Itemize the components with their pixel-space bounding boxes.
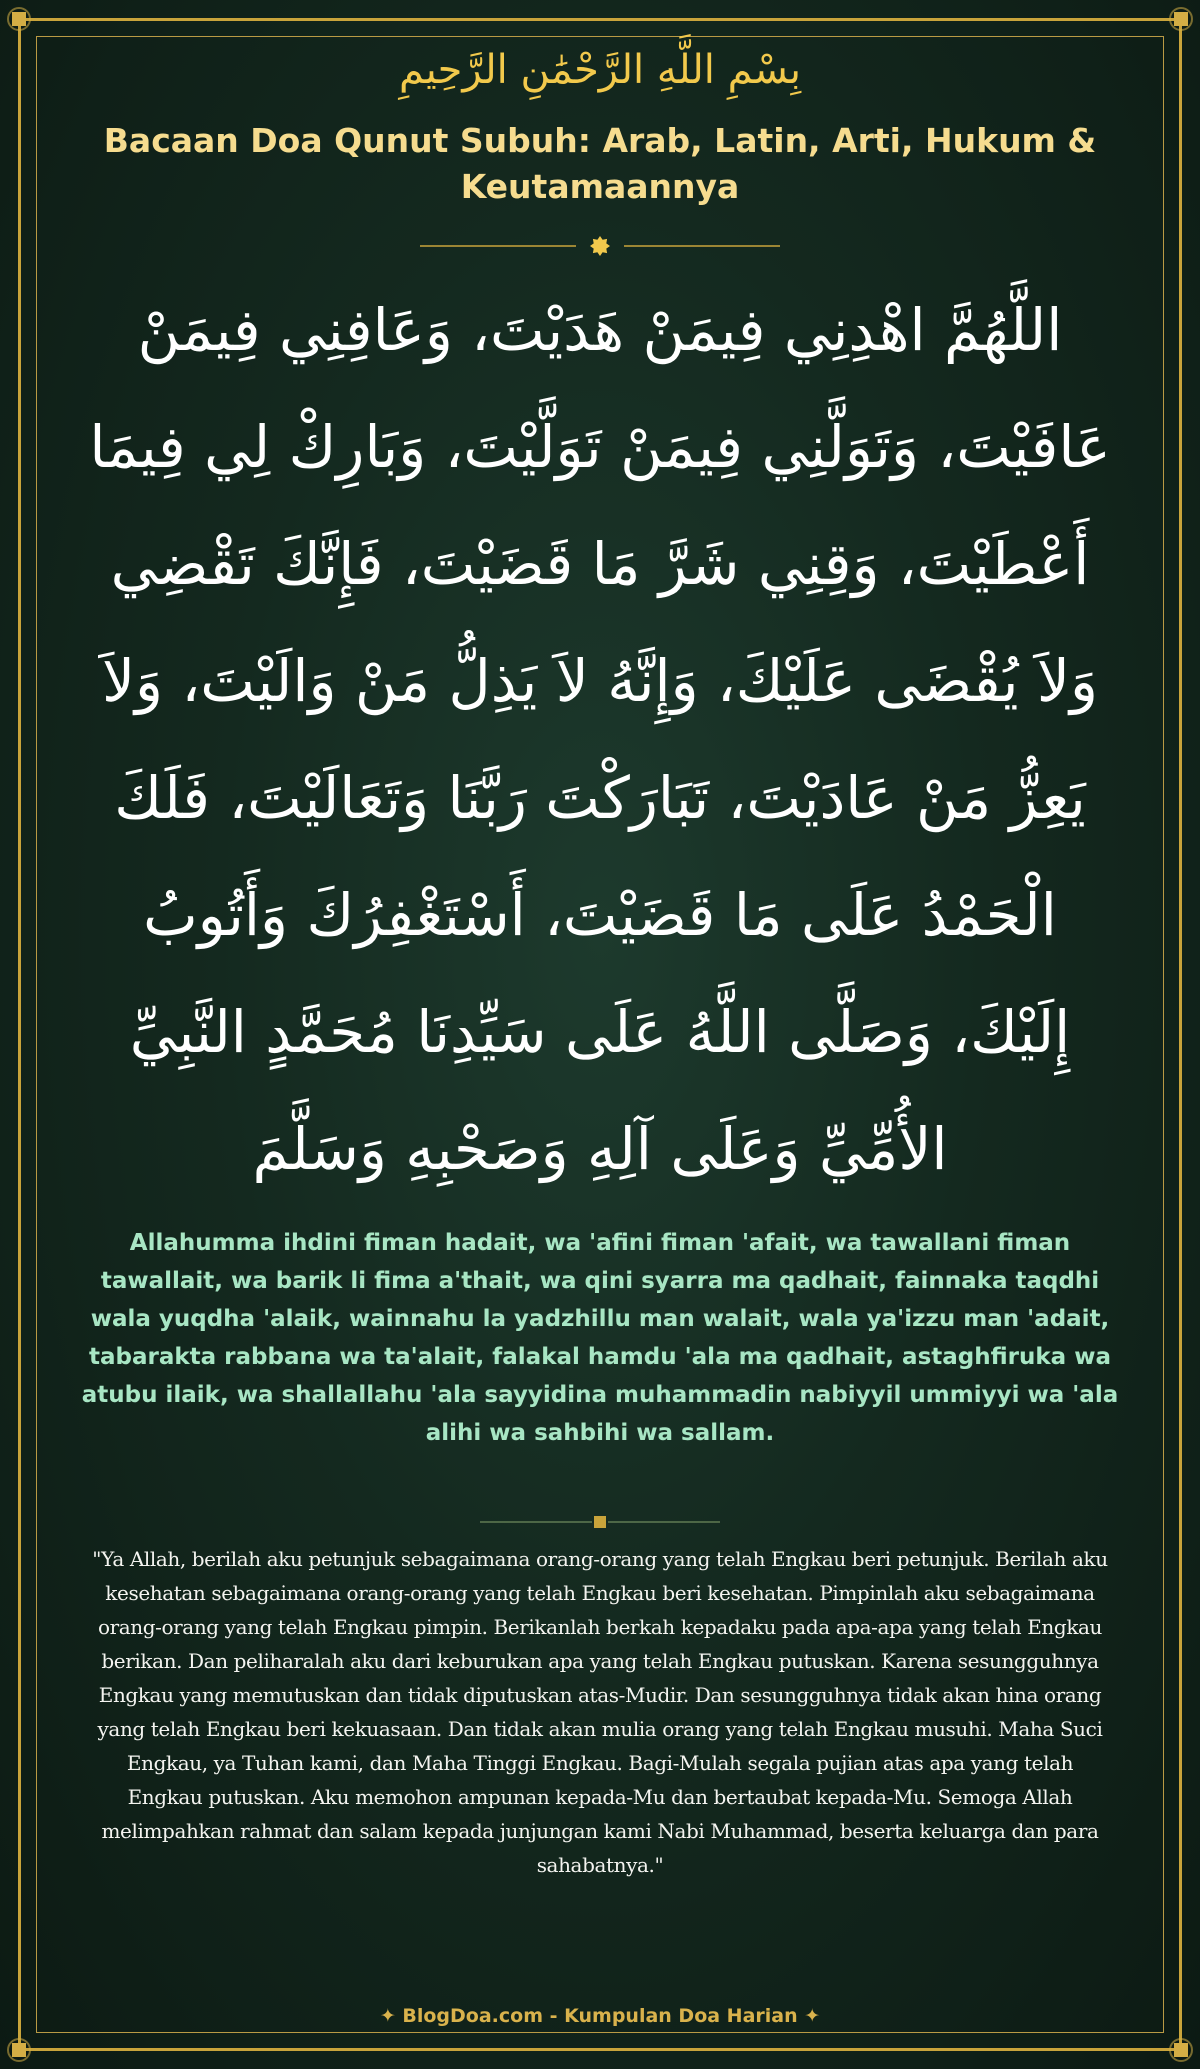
corner-ornament-icon <box>12 2043 26 2057</box>
ornament-divider-top <box>420 236 780 256</box>
ornament-divider-middle <box>480 1512 720 1532</box>
page-title: Bacaan Doa Qunut Subuh: Arab, Latin, Arti, Hukum & Keutamaannya <box>103 121 1097 206</box>
star-ornament-icon <box>590 236 610 256</box>
doa-latin-transliteration: Allahumma ihdini fiman hadait, wa 'afini fiman 'afait, wa tawallani fiman tawallait, wa barik li fima a'thait, wa qini syarra ma qadhait, fainnaka taqdhi wala yuqdha 'alaik, wainnahu la yadzhillu man walait, wala ya'izzu man 'adait, tabarakta rabbana wa ta'alait, falakal hamdu 'ala ma qadhait, astaghfiruka wa atubu ilaik, wa shallallahu 'ala sayyidina muhammadin nabiyyil ummiyyi wa 'ala alihi wa sahbihi wa sallam. <box>81 1230 1119 1446</box>
doa-translation-text: "Ya Allah, berilah aku petunjuk sebagaimana orang-orang yang telah Engkau beri petunjuk. Berilah aku kesehatan sebagaimana orang-orang yang telah Engkau beri kesehatan. Pimpinlah aku sebagaimana orang-orang yang telah Engkau pimpin. Berikanlah berkah kepadaku pada apa-apa yang telah Engkau berikan. Dan peliharalah aku dari keburukan apa yang telah Engkau putuskan. Karena sesungguhnya Engkau yang memutuskan dan tidak diputuskan atas-Mudir. Dan sesungguhnya tidak akan hina orang yang telah Engkau beri kekuasaan. Dan tidak akan mulia orang yang telah Engkau musuhi. Maha Suci Engkau, ya Tuhan kami, dan Maha Tinggi Engkau. Bagi-Mulah segala pujian atas apa yang telah Engkau putuskan. Aku memohon ampunan kepada-Mu dan bertaubat kepada-Mu. Semoga Allah melimpahkan rahmat dan salam kepada junjungan kami Nabi Muhammad, beserta keluarga dan para sahabatnya." <box>92 1547 1108 1877</box>
corner-ornament-icon <box>1174 2043 1188 2057</box>
square-ornament-icon <box>594 1516 606 1528</box>
footer-credit: ✦ BlogDoa.com - Kumpulan Doa Harian ✦ <box>379 2005 821 2027</box>
basmala-heading: بِسْمِ اللَّهِ الرَّحْمَٰنِ الرَّحِيمِ <box>398 47 802 93</box>
doa-arabic-text: اللَّهُمَّ اهْدِنِي فِيمَنْ هَدَيْتَ، وَعَافِنِي فِيمَنْ عَافَيْتَ، وَتَوَلَّنِي فِيمَنْ تَوَلَّيْتَ، وَبَارِكْ لِي فِيمَا أَعْطَيْتَ، وَقِنِي شَرَّ مَا قَضَيْتَ، فَإِنَّكَ تَقْضِي وَلاَ يُقْضَى عَلَيْكَ، وَإِنَّهُ لاَ يَذِلُّ مَنْ وَالَيْتَ، وَلاَ يَعِزُّ مَنْ عَادَيْتَ، تَبَارَكْتَ رَبَّنَا وَتَعَالَيْتَ، فَلَكَ الْحَمْدُ عَلَى مَا قَضَيْتَ، أَسْتَغْفِرُكَ وَأَتُوبُ إِلَيْكَ، وَصَلَّى اللَّهُ عَلَى سَيِّدِنَا مُحَمَّدٍ النَّبِيِّ الأُمِّيِّ وَعَلَى آلِهِ وَصَحْبِهِ وَسَلَّمَ <box>89 296 1111 1183</box>
corner-ornament-icon <box>1174 12 1188 26</box>
corner-ornament-icon <box>12 12 26 26</box>
